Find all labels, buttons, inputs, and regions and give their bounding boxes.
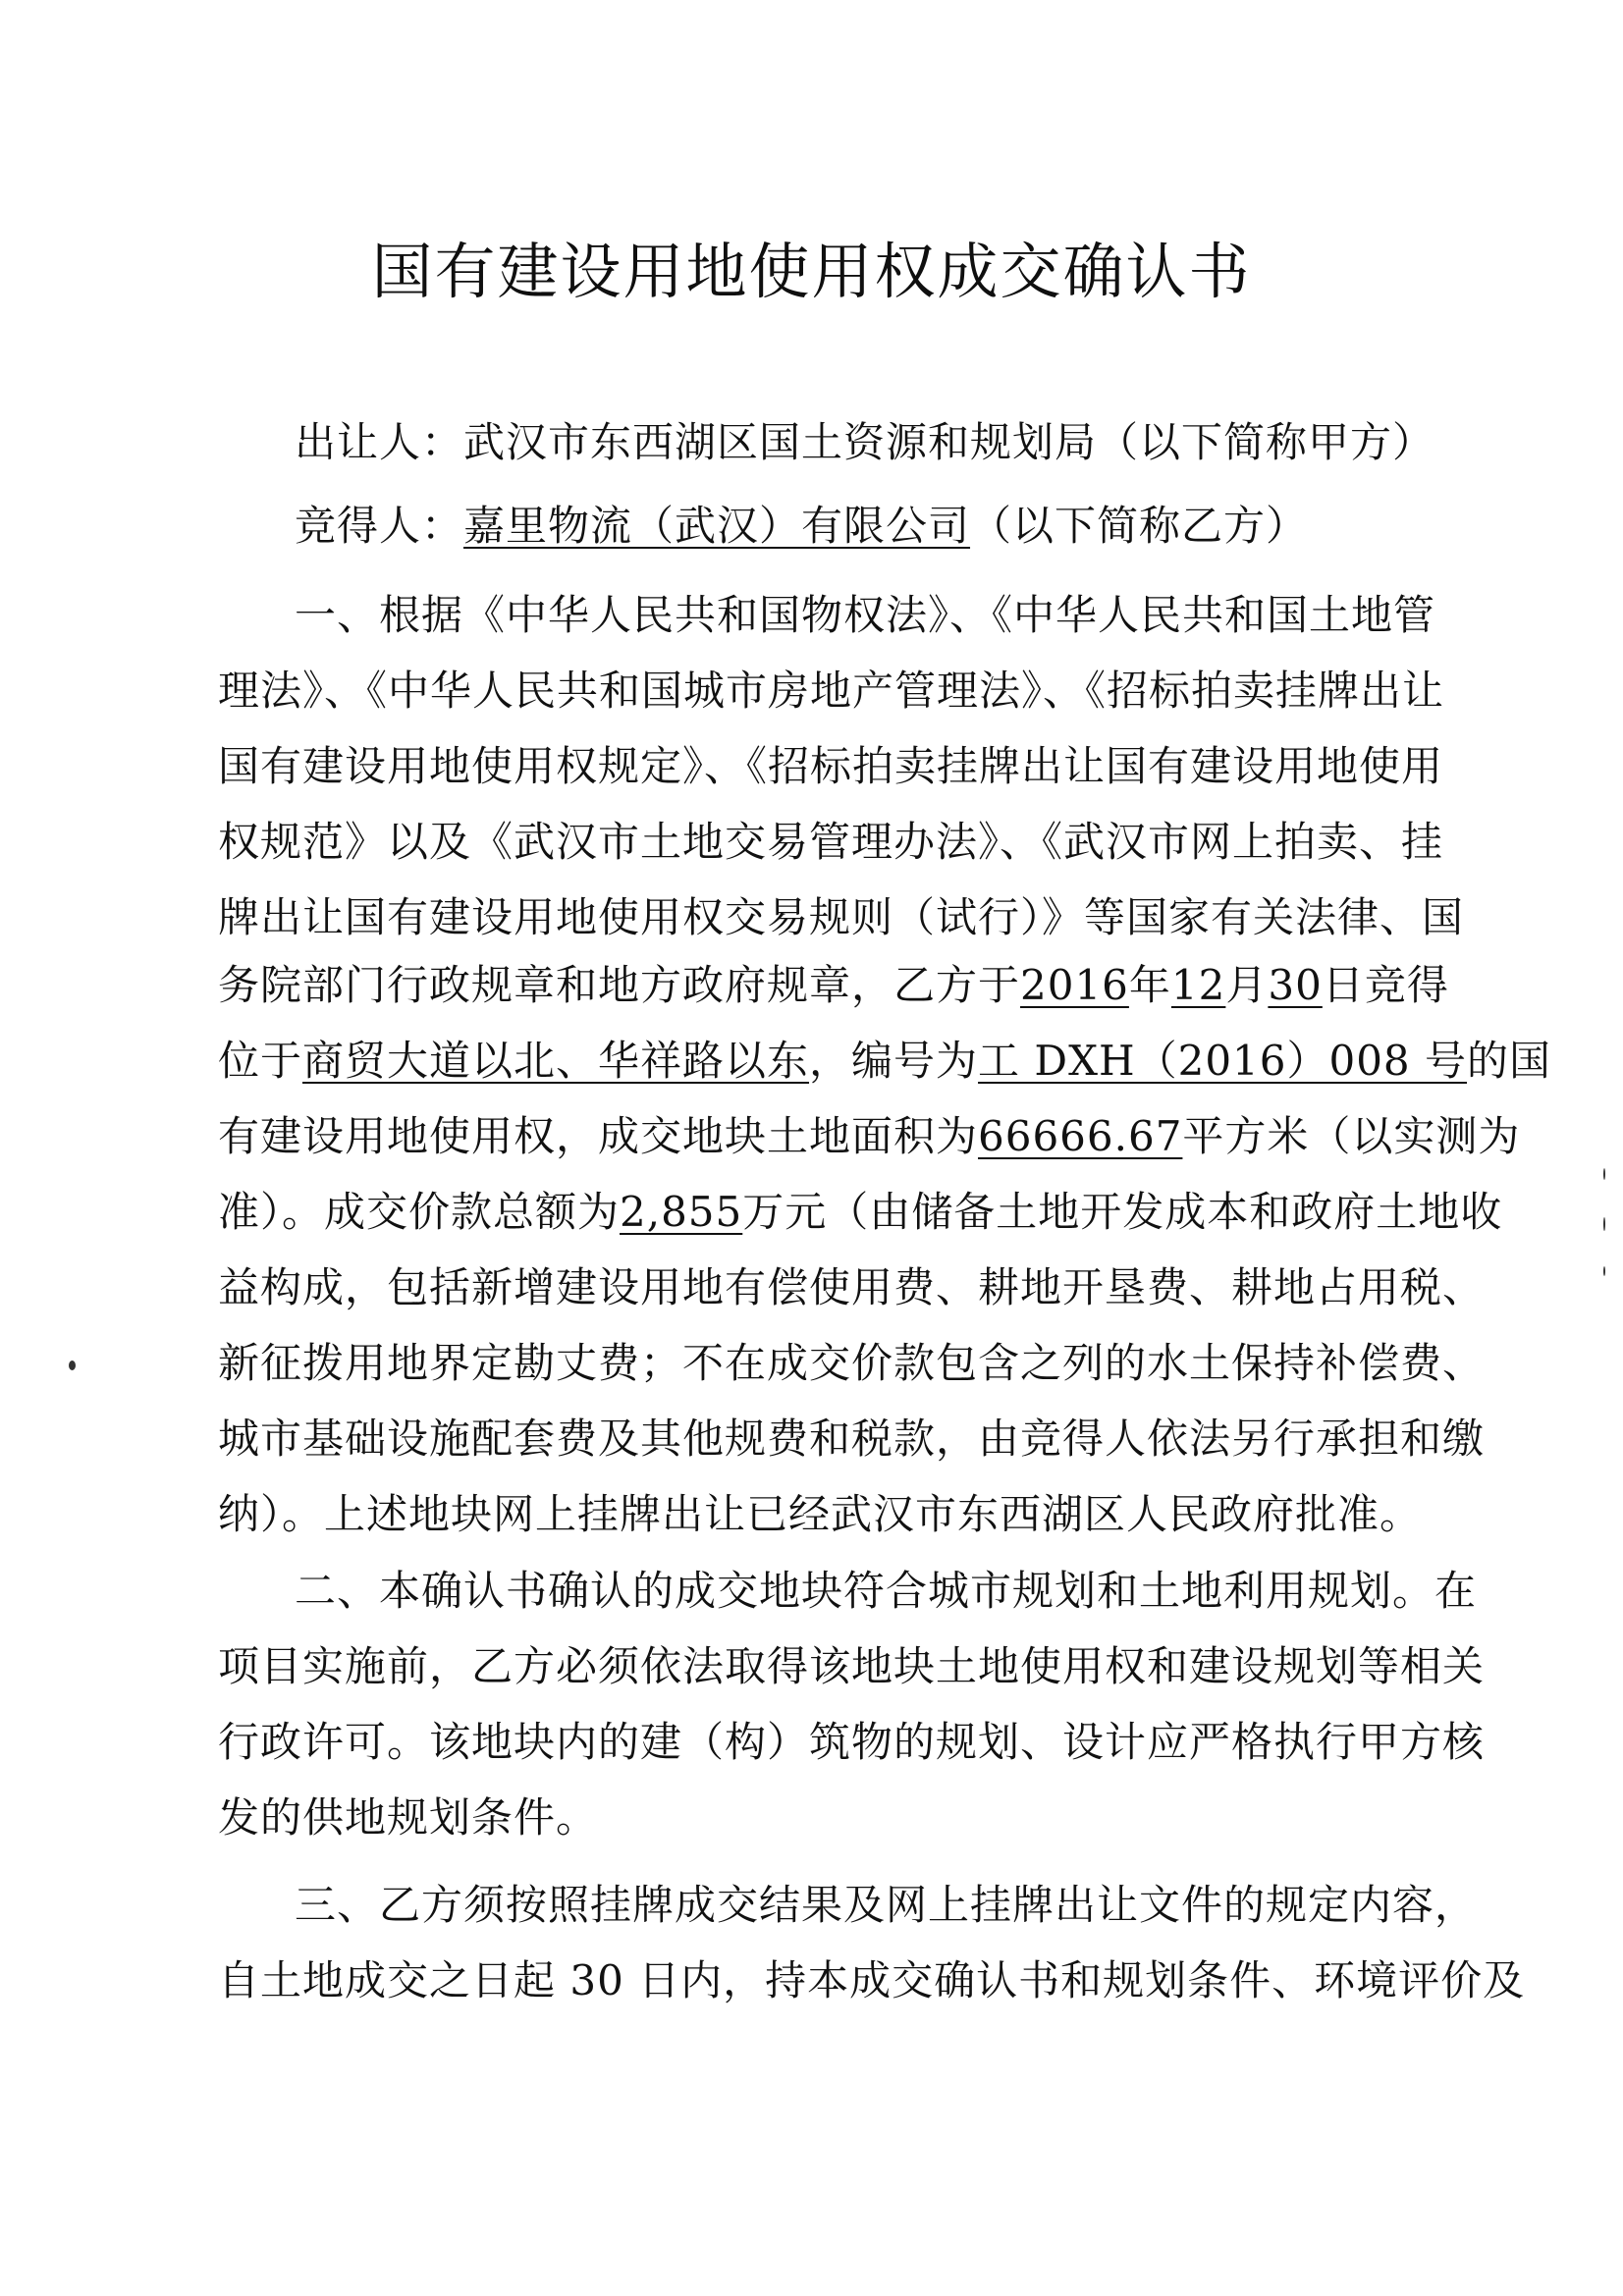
section3-line-2: 自土地成交之日起 30 日内，持本成交确认书和规划条件、环境评价及 bbox=[218, 1956, 1526, 2004]
section1-line-7 bbox=[218, 1037, 1552, 1085]
winner-line bbox=[295, 502, 1309, 550]
assignor-label: 出让人： bbox=[295, 418, 464, 466]
scan-speck bbox=[1603, 1266, 1605, 1276]
parcel-location: 商贸大道以北、华祥路以东 bbox=[302, 1037, 810, 1085]
section1-line-1: 一、根据《中华人民共和国物权法》、《中华人民共和国土地管 bbox=[295, 591, 1436, 639]
winner-name: 嘉里物流（武汉）有限公司 bbox=[463, 502, 971, 550]
section1-line-9 bbox=[218, 1188, 1503, 1236]
scan-speck bbox=[1603, 1217, 1605, 1231]
section1-line-3: 国有建设用地使用权规定》、《招标拍卖挂牌出让国有建设用地使用 bbox=[218, 742, 1444, 790]
section1-line-6 bbox=[218, 961, 1449, 1009]
document-title: 国有建设用地使用权成交确认书 bbox=[371, 236, 1252, 307]
section2-line-2: 项目实施前，乙方必须依法取得该地块土地使用权和建设规划等相关 bbox=[218, 1642, 1486, 1690]
section1-line-4: 权规范》以及《武汉市土地交易管理办法》、《武汉市网上拍卖、挂 bbox=[218, 818, 1444, 866]
section1-line-7-text-b: ，编号为 bbox=[809, 1037, 979, 1085]
section1-line-11: 新征拨用地界定勘丈费；不在成交价款包含之列的水土保持补偿费、 bbox=[218, 1339, 1486, 1387]
section1-line-8-text-a: 有建设用地使用权，成交地块土地面积为 bbox=[218, 1112, 979, 1160]
section1-line-5: 牌出让国有建设用地使用权交易规则（试行）》等国家有关法律、国 bbox=[218, 893, 1465, 941]
section1-line-9-text-b: 万元（由储备土地开发成本和政府土地收 bbox=[742, 1188, 1503, 1236]
section1-line-8-text-b: 平方米（以实测为 bbox=[1182, 1112, 1521, 1160]
section1-line-8 bbox=[218, 1112, 1521, 1160]
winner-suffix: （以下简称乙方） bbox=[970, 502, 1309, 550]
section2-line-4: 发的供地规划条件。 bbox=[218, 1793, 599, 1842]
section2-line-1: 二、本确认书确认的成交地块符合城市规划和土地利用规划。在 bbox=[295, 1567, 1478, 1615]
deal-year: 2016 bbox=[1020, 961, 1129, 1009]
deal-month: 12 bbox=[1170, 961, 1226, 1009]
section1-line-12: 城市基础设施配套费及其他规费和税款，由竞得人依法另行承担和缴 bbox=[218, 1415, 1486, 1463]
section2-line-3: 行政许可。该地块内的建（构）筑物的规划、设计应严格执行甲方核 bbox=[218, 1718, 1486, 1766]
winner-label: 竞得人： bbox=[295, 502, 464, 550]
deal-price: 2,855 bbox=[620, 1188, 743, 1236]
scan-speck bbox=[1603, 1168, 1605, 1180]
section1-line-6-text-d: 日竞得 bbox=[1322, 961, 1449, 1009]
parcel-number: 工 DXH（2016）008 号 bbox=[978, 1037, 1468, 1085]
section1-line-10: 益构成，包括新增建设用地有偿使用费、耕地开垦费、耕地占用税、 bbox=[218, 1263, 1486, 1311]
section1-line-7-text-a: 位于 bbox=[218, 1037, 303, 1085]
section1-line-2: 理法》、《中华人民共和国城市房地产管理法》、《招标拍卖挂牌出让 bbox=[218, 667, 1445, 715]
deal-day: 30 bbox=[1268, 961, 1323, 1009]
section3-line-1: 三、乙方须按照挂牌成交结果及网上挂牌出让文件的规定内容， bbox=[295, 1881, 1478, 1929]
assignor-name: 武汉市东西湖区国土资源和规划局（以下简称甲方） bbox=[463, 418, 1435, 466]
section1-line-6-text-a: 务院部门行政规章和地方政府规章，乙方于 bbox=[218, 961, 1021, 1009]
scan-speck bbox=[69, 1361, 76, 1370]
section1-line-9-text-a: 准）。成交价款总额为 bbox=[218, 1188, 621, 1236]
land-area: 66666.67 bbox=[978, 1112, 1183, 1160]
section1-line-13: 纳）。上述地块网上挂牌出让已经武汉市东西湖区人民政府批准。 bbox=[218, 1490, 1423, 1538]
section1-line-6-text-c: 月 bbox=[1225, 961, 1269, 1009]
section1-line-7-text-c: 的国 bbox=[1467, 1037, 1552, 1085]
section1-line-6-text-b: 年 bbox=[1128, 961, 1171, 1009]
assignor-line bbox=[295, 418, 1435, 466]
